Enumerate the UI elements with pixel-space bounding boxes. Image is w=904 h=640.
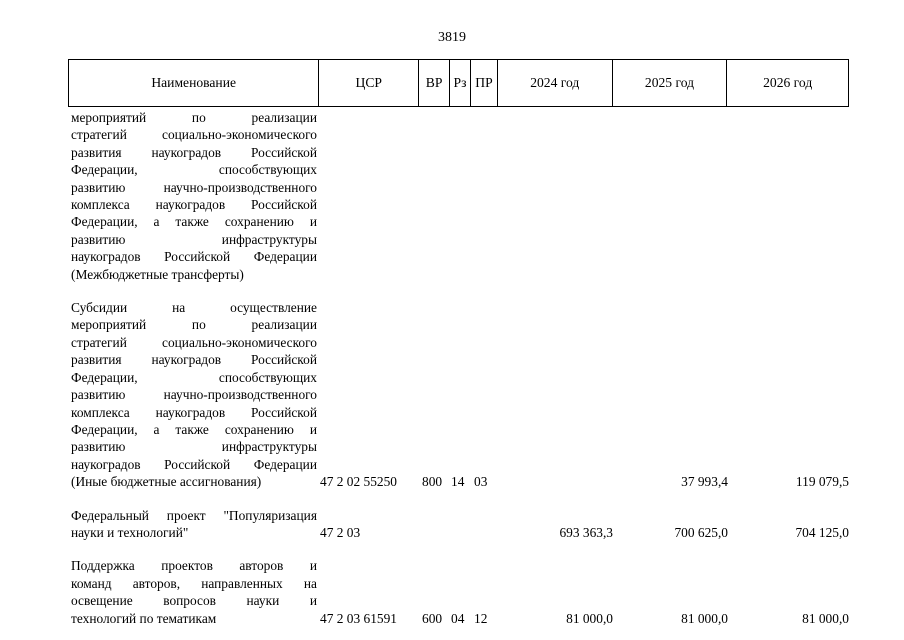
header-csr: ЦСР — [319, 60, 419, 106]
description-line: комплекса наукоградов Российской — [71, 404, 317, 420]
table-row — [68, 507, 849, 542]
row-description — [68, 299, 319, 490]
row-value-2024: 81 000,0 — [566, 610, 613, 626]
header-2024: 2024 год — [498, 60, 613, 106]
page-number: 3819 — [438, 30, 466, 45]
row-description — [68, 557, 319, 627]
table-body — [68, 109, 849, 627]
header-2025: 2025 год — [613, 60, 728, 106]
description-line: стратегий социально-экономического — [71, 127, 317, 143]
description-line: освещение вопросов науки и — [71, 593, 317, 609]
description-line: наукоградов Российской Федерации — [71, 456, 317, 472]
description-line: стратегий социально-экономического — [71, 334, 317, 350]
description-line: (Межбюджетные трансферты) — [71, 266, 244, 282]
description-line: науки и технологий" — [71, 524, 189, 540]
description-line: Субсидии на осуществление — [71, 300, 317, 316]
row-description — [68, 507, 319, 542]
row-value-2025: 37 993,4 — [681, 474, 728, 490]
row-value-2026: 119 079,5 — [795, 474, 849, 490]
row-value-2025: 700 625,0 — [674, 524, 728, 540]
row-vr: 600 — [422, 610, 443, 626]
header-2026: 2026 год — [763, 75, 813, 90]
description-line: Федерации, а также сохранению и — [71, 214, 317, 230]
row-value-2025: 81 000,0 — [681, 610, 728, 626]
description-line: Федеральный проект "Популяризация — [71, 507, 317, 523]
description-line: развитию научно-производственного — [71, 179, 317, 195]
row-gap — [68, 491, 849, 507]
description-line: мероприятий по реализации — [71, 110, 317, 125]
description-line: команд авторов, направленных на — [71, 575, 317, 591]
row-description — [68, 109, 319, 283]
row-gap — [68, 283, 849, 299]
header-name: Наименование — [69, 60, 319, 106]
description-line: технологий по тематикам — [71, 610, 217, 626]
description-line: (Иные бюджетные ассигнования) — [71, 474, 262, 490]
description-line: развития наукоградов Российской — [71, 352, 317, 368]
header-pr: ПР — [471, 60, 498, 106]
row-gap — [68, 541, 849, 557]
row-csr: 47 2 03 — [320, 524, 361, 540]
table-row — [68, 557, 849, 627]
row-pr: 12 — [474, 610, 488, 626]
row-rz: 14 — [451, 474, 465, 490]
description-line: Поддержка проектов авторов и — [71, 558, 317, 574]
description-line: Федерации, а также сохранению и — [71, 421, 317, 437]
row-value-2026: 81 000,0 — [802, 610, 849, 626]
table-row — [68, 109, 849, 283]
description-line: развитию инфраструктуры — [71, 439, 317, 455]
description-line: мероприятий по реализации — [71, 317, 317, 333]
description-line: наукоградов Российской Федерации — [71, 249, 317, 265]
description-line: комплекса наукоградов Российской — [71, 197, 317, 213]
row-value-2026: 704 125,0 — [795, 524, 849, 540]
table-header — [68, 59, 849, 107]
row-pr: 03 — [474, 474, 488, 490]
row-csr: 47 2 02 55250 — [320, 474, 397, 490]
description-line: Федерации, способствующих — [71, 369, 317, 385]
row-vr: 800 — [422, 474, 443, 490]
description-line: Федерации, способствующих — [71, 162, 317, 178]
row-value-2024: 693 363,3 — [559, 524, 613, 540]
header-rz: Рз — [450, 60, 471, 106]
description-line: развитию инфраструктуры — [71, 231, 317, 247]
table-row — [68, 299, 849, 490]
header-vr: ВР — [419, 60, 450, 106]
description-line: развитию научно-производственного — [71, 387, 317, 403]
row-csr: 47 2 03 61591 — [320, 610, 397, 626]
description-line: развития наукоградов Российской — [71, 144, 317, 160]
row-rz: 04 — [451, 610, 465, 626]
